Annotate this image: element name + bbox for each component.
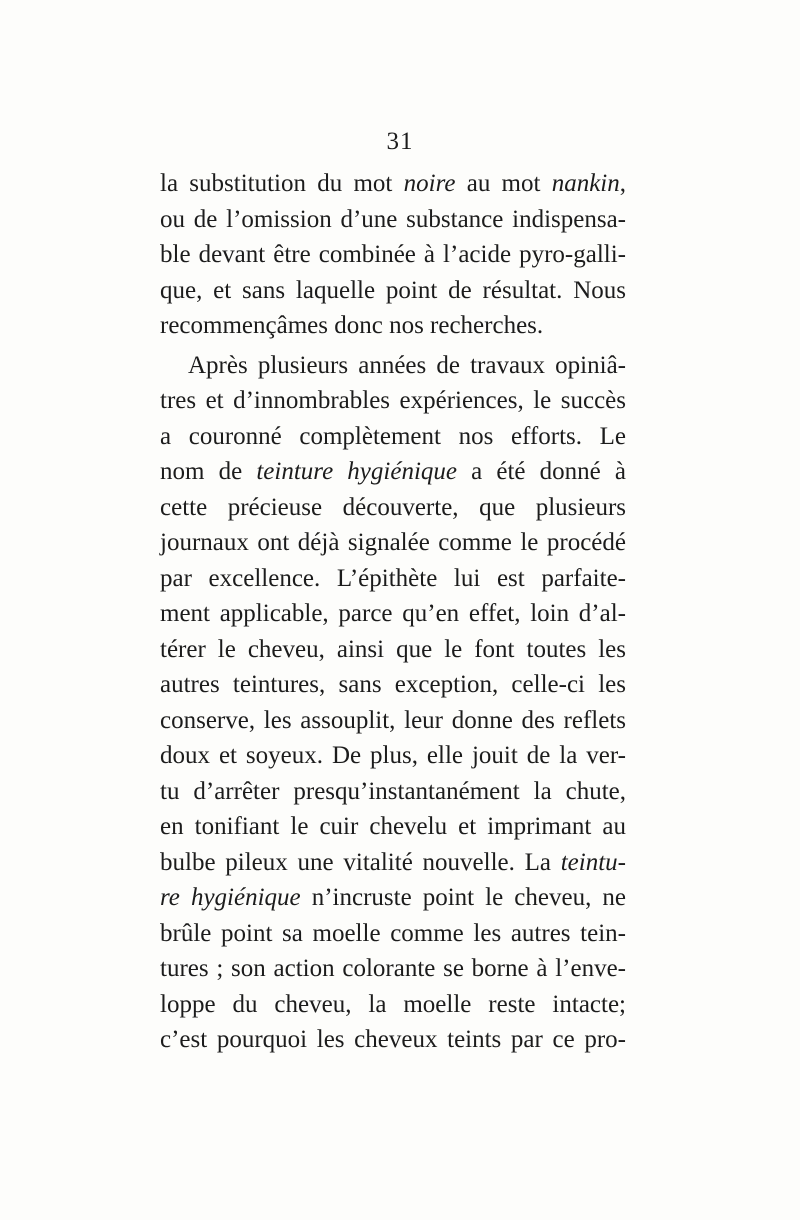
text-run: ment applicable, parce qu’en effet, loin d’al- [160,600,626,627]
text-line [160,738,626,774]
text-line [160,667,626,703]
text-run: loppe du cheveu, la moelle reste intacte; [160,990,626,1018]
text-run: autres teintures, sans exception, celle-ci les [160,671,626,698]
text-run: , [619,170,626,197]
text-run: que, et sans laquelle point de résultat. Nous [160,276,626,304]
italic-text: teintu- [560,848,626,876]
text-run: recommençâmes donc nos recherches. [160,312,544,339]
text-line [160,490,626,526]
text-run: térer le cheveu, ainsi que le font toutes les [160,635,626,663]
text-line [160,809,626,845]
text-line [160,632,626,668]
text-run: ble devant être combinée à l’acide pyro-galli- [160,241,626,268]
text-run: c’est pourquoi les cheveux teints par ce pro- [160,1026,626,1053]
text-line [160,880,626,916]
body-text [160,166,626,1058]
text-run: Après plusieurs années de travaux opiniâ- [188,351,626,379]
text-line [160,916,626,952]
text-run: conserve, les assouplit, leur donne des reflets [160,706,626,734]
text-run: tres et d’innombrables expériences, le succès [160,387,626,414]
text-run: par excellence. L’épithète lui est parfaite- [160,564,626,592]
text-run: nom de [160,458,257,485]
text-line [160,596,626,632]
text-line [160,419,626,455]
text-line [160,166,626,202]
text-run: la substitution du mot [160,170,404,197]
italic-text: nankin [551,170,620,197]
text-run: cette précieuse découverte, que plusieurs [160,493,626,521]
text-line [160,987,626,1023]
text-run: en tonifiant le cuir chevelu et imprimant au [160,813,626,840]
italic-text: noire [403,170,456,197]
text-line [160,561,626,597]
text-line [160,308,626,344]
italic-text: re hygiénique [160,884,301,911]
text-line [160,237,626,273]
text-line [160,383,626,419]
text-run: a été donné à [456,458,626,485]
text-run: au mot [455,170,552,197]
text-line [160,845,626,881]
text-line [160,525,626,561]
text-run: n’incruste point le cheveu, ne [300,884,626,911]
text-run: a couronné complètement nos efforts. Le [160,422,626,450]
text-run: ou de l’omission d’une substance indispensa- [160,205,626,233]
text-line [160,951,626,987]
text-run: tu d’arrêter presqu’instantanément la chute, [160,777,626,805]
text-line [160,1022,626,1058]
italic-text: teinture hygiénique [256,458,457,485]
text-line [160,202,626,238]
text-line [160,454,626,490]
text-line [160,703,626,739]
text-run: doux et soyeux. De plus, elle jouit de la ver- [160,742,626,769]
text-line [160,348,626,384]
text-line [160,774,626,810]
text-run: brûle point sa moelle comme les autres tein- [160,919,626,947]
text-run: bulbe pileux une vitalité nouvelle. La [160,848,561,876]
page-number: 31 [386,128,414,155]
text-line [160,273,626,309]
text-run: journaux ont déjà signalée comme le procédé [160,529,626,556]
text-run: tures ; son action colorante se borne à l’enve- [160,955,626,982]
